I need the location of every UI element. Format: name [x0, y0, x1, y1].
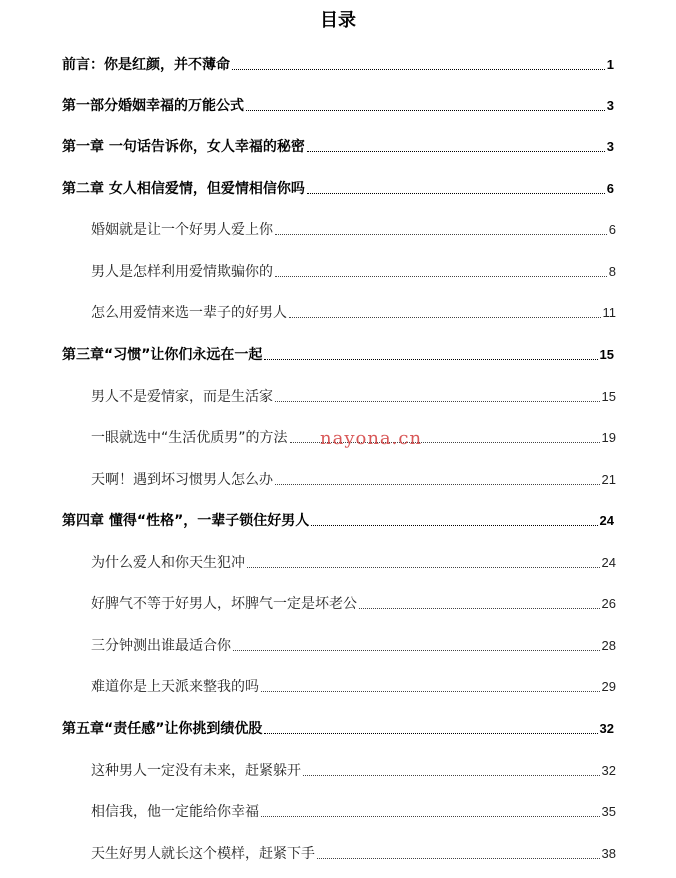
dot-leader [264, 358, 597, 360]
toc-entry-label: 三分钟测出谁最适合你 [91, 638, 231, 654]
toc-entry-label: 相信我，他一定能给你幸福 [91, 804, 259, 820]
toc-page-number: 11 [602, 305, 616, 320]
dot-leader [275, 233, 607, 235]
dot-leader [275, 483, 600, 485]
toc-page-number: 38 [601, 846, 616, 861]
toc-entry[interactable] [91, 552, 616, 574]
site-watermark: nayona.cn [320, 428, 423, 449]
dot-leader [275, 275, 607, 277]
toc-entry[interactable] [91, 302, 616, 324]
toc-entry[interactable] [91, 635, 616, 657]
toc-page-number: 3 [606, 139, 614, 154]
toc-entry-label: 第一章 一句话告诉你，女人幸福的秘密 [62, 139, 305, 155]
toc-page-number: 26 [601, 596, 616, 611]
toc-entry-label: 第四章 懂得“性格”，一辈子锁住好男人 [62, 513, 310, 529]
toc-entry-label: 男人不是爱情家，而是生活家 [91, 389, 273, 405]
toc-page-number: 24 [601, 555, 616, 570]
toc-entry-label: 难道你是上天派来整我的吗 [91, 679, 259, 695]
toc-entry-label: 天生好男人就长这个模样，赶紧下手 [91, 846, 315, 862]
toc-entry-label: 好脾气不等于好男人，坏脾气一定是坏老公 [91, 596, 357, 612]
toc-entry[interactable] [91, 593, 616, 615]
dot-leader [359, 607, 600, 609]
toc-title: 目录 [320, 10, 356, 31]
toc-page-number: 32 [599, 721, 614, 736]
toc-page-number: 21 [601, 472, 616, 487]
dot-leader [247, 566, 600, 568]
dot-leader [264, 732, 597, 734]
toc-page-number: 35 [601, 804, 616, 819]
toc-entry[interactable] [62, 54, 614, 76]
toc-entry-label: 第二章 女人相信爱情，但爱情相信你吗 [62, 181, 305, 197]
toc-page-number: 24 [599, 513, 614, 528]
toc-page-number: 28 [601, 638, 616, 653]
toc-page-number: 6 [608, 222, 616, 237]
toc-entry-label: 天啊！遇到坏习惯男人怎么办 [91, 472, 273, 488]
dot-leader [233, 649, 600, 651]
dot-leader [261, 815, 600, 817]
dot-leader [289, 316, 601, 318]
toc-entry[interactable] [62, 178, 614, 200]
toc-entry[interactable] [62, 136, 614, 158]
toc-entry-label: 这种男人一定没有未来，赶紧躲开 [91, 763, 301, 779]
toc-entry-label: 前言：你是红颜，并不薄命 [62, 57, 230, 73]
toc-page-number: 19 [601, 430, 616, 445]
dot-leader [232, 68, 605, 70]
toc-page-number: 8 [608, 264, 616, 279]
toc-entry-label: 男人是怎样利用爱情欺骗你的 [91, 264, 273, 280]
toc-entry[interactable] [91, 676, 616, 698]
toc-entry-label: 一眼就选中“生活优质男”的方法 [91, 430, 288, 446]
toc-page-number: 15 [599, 347, 614, 362]
toc-entry[interactable] [62, 344, 614, 366]
dot-leader [317, 857, 600, 859]
toc-entry[interactable] [62, 510, 614, 532]
dot-leader [307, 192, 605, 194]
toc-entry[interactable] [62, 718, 614, 740]
toc-page-number: 1 [606, 57, 614, 72]
dot-leader [275, 400, 600, 402]
toc-page-number: 32 [601, 763, 616, 778]
dot-leader [246, 109, 605, 111]
toc-entry-label: 第五章“责任感”让你挑到绩优股 [62, 721, 263, 737]
toc-entry[interactable] [91, 386, 616, 408]
toc-page-number: 6 [606, 181, 614, 196]
toc-entry[interactable] [91, 760, 616, 782]
toc-entry-label: 为什么爱人和你天生犯冲 [91, 555, 245, 571]
dot-leader [261, 690, 600, 692]
dot-leader [303, 774, 600, 776]
toc-entry-label: 怎么用爱情来选一辈子的好男人 [91, 305, 287, 321]
toc-entry-label: 第一部分婚姻幸福的万能公式 [62, 98, 244, 114]
toc-entry-label: 第三章“习惯”让你们永远在一起 [62, 347, 263, 363]
toc-entry[interactable] [62, 95, 614, 117]
toc-entry[interactable] [91, 843, 616, 865]
toc-entry[interactable] [91, 261, 616, 283]
dot-leader [311, 524, 597, 526]
toc-page-number: 3 [606, 98, 614, 113]
toc-page-number: 29 [601, 679, 616, 694]
toc-entry[interactable] [91, 469, 616, 491]
toc-entry[interactable] [91, 801, 616, 823]
dot-leader [307, 150, 605, 152]
toc-page-number: 15 [601, 389, 616, 404]
toc-entry-label: 婚姻就是让一个好男人爱上你 [91, 222, 273, 238]
toc-entry[interactable] [91, 219, 616, 241]
